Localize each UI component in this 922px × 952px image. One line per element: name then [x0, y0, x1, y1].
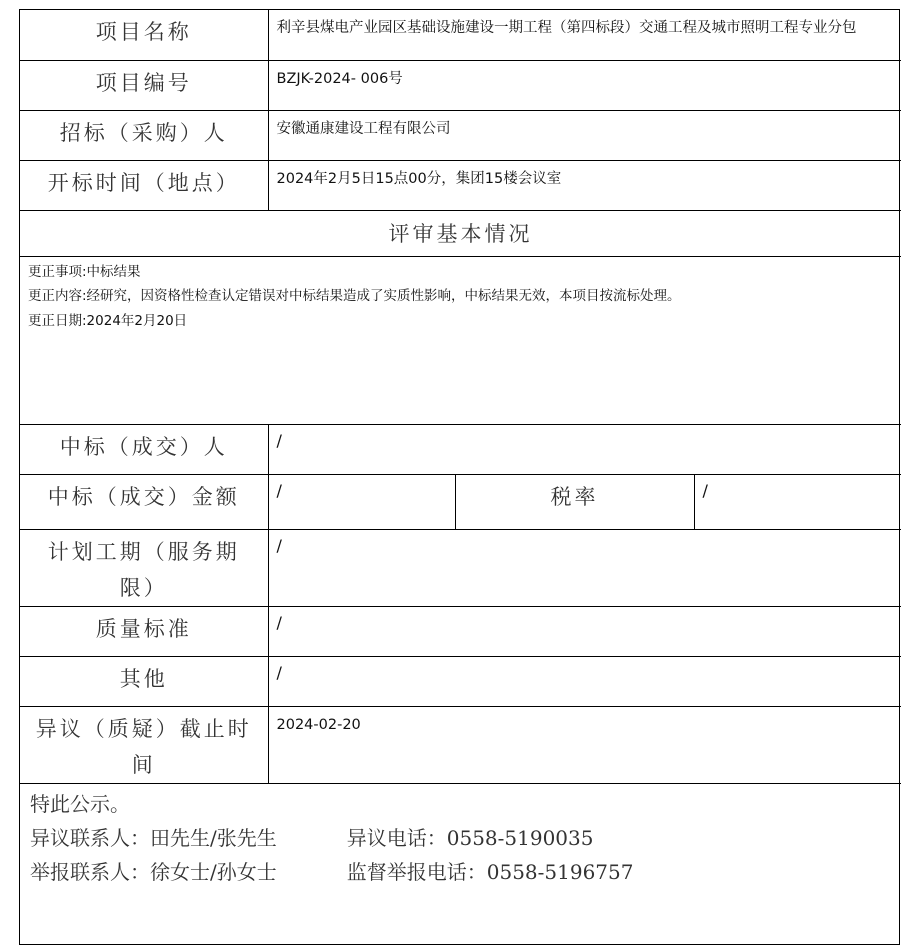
other-value: /	[268, 656, 901, 706]
project-no-value: BZJK-2024- 006号	[268, 60, 901, 110]
row-amount	[20, 474, 901, 529]
tax-value: /	[694, 474, 901, 529]
opening-value: 2024年2月5日15点00分，集团15楼会议室	[268, 160, 901, 210]
amount-value: /	[268, 474, 455, 529]
report-contact: 举报联系人：徐女士/孙女士	[30, 859, 277, 884]
row-winner	[20, 424, 901, 474]
row-period	[20, 529, 901, 606]
row-correction	[20, 256, 901, 424]
correction-content: 更正内容:经研究，因资格性检查认定错误对中标结果造成了实质性影响，中标结果无效，本项目按流标处理。	[28, 288, 681, 304]
row-footer	[20, 783, 901, 944]
objection-contact-line	[30, 821, 893, 855]
correction-notes	[20, 256, 901, 424]
row-project-no	[20, 60, 901, 110]
objection-phone: 异议电话：0558-5190035	[346, 825, 594, 850]
winner-label: 中标（成交）人	[20, 424, 268, 474]
row-objection-deadline	[20, 706, 901, 783]
opening-label: 开标时间（地点）	[20, 160, 268, 210]
period-value: /	[268, 529, 901, 606]
project-name-value: 利辛县煤电产业园区基础设施建设一期工程（第四标段）交通工程及城市照明工程专业分包	[268, 10, 901, 60]
objection-deadline-value: 2024-02-20	[268, 706, 901, 783]
row-other	[20, 656, 901, 706]
row-project-name	[20, 10, 901, 60]
quality-value: /	[268, 606, 901, 656]
project-name-label: 项目名称	[20, 10, 268, 60]
report-phone: 监督举报电话：0558-5196757	[346, 859, 634, 884]
tenderer-label: 招标（采购）人	[20, 110, 268, 160]
winner-value: /	[268, 424, 901, 474]
objection-deadline-label: 异议（质疑）截止时间	[20, 706, 268, 783]
objection-contact: 异议联系人：田先生/张先生	[30, 825, 277, 850]
row-opening	[20, 160, 901, 210]
footer-block	[20, 783, 901, 944]
row-quality	[20, 606, 901, 656]
other-label: 其他	[20, 656, 268, 706]
review-section-title: 评审基本情况	[20, 210, 901, 256]
correction-date: 更正日期:2024年2月20日	[28, 312, 188, 329]
report-contact-line	[30, 855, 893, 889]
row-tenderer	[20, 110, 901, 160]
amount-label: 中标（成交）金额	[20, 474, 268, 529]
info-table	[20, 10, 901, 944]
period-label: 计划工期（服务期限）	[20, 529, 268, 606]
correction-item: 更正事项:中标结果	[28, 263, 141, 280]
tax-label: 税率	[455, 474, 694, 529]
tenderer-value: 安徽通康建设工程有限公司	[268, 110, 901, 160]
announcement-table	[19, 9, 900, 945]
notice-text: 特此公示。	[30, 791, 130, 816]
row-review-heading	[20, 210, 901, 256]
quality-label: 质量标准	[20, 606, 268, 656]
project-no-label: 项目编号	[20, 60, 268, 110]
